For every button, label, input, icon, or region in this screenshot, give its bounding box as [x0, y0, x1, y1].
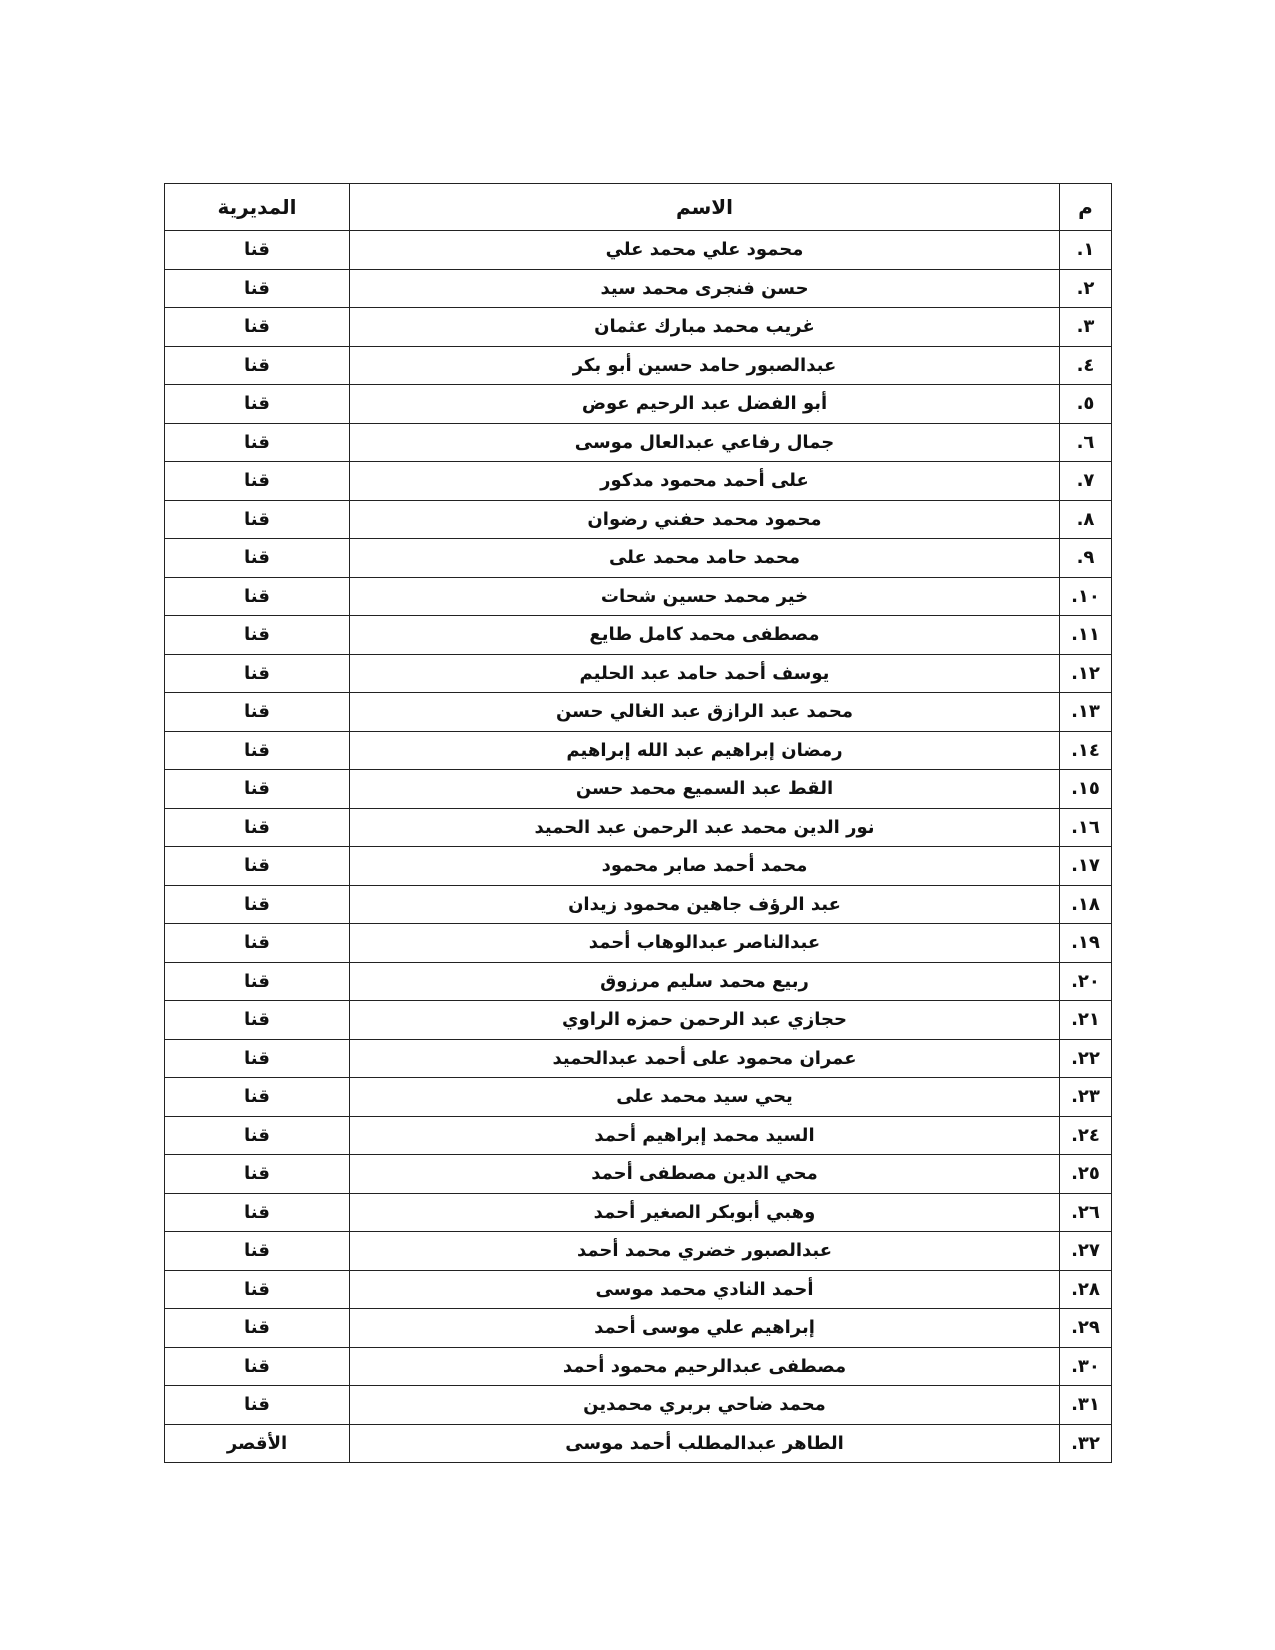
row-directorate: قنا: [165, 269, 350, 308]
row-number: ١٠.: [1060, 577, 1112, 616]
row-directorate: قنا: [165, 885, 350, 924]
table-row: [165, 231, 1112, 270]
row-number: ٩.: [1060, 539, 1112, 578]
row-number: ٢٨.: [1060, 1270, 1112, 1309]
table-row: [165, 731, 1112, 770]
table-row: [165, 500, 1112, 539]
table-row: [165, 1039, 1112, 1078]
row-name: محي الدين مصطفى أحمد: [350, 1155, 1060, 1194]
row-name: مصطفى عبدالرحيم محمود أحمد: [350, 1347, 1060, 1386]
row-name: القط عبد السميع محمد حسن: [350, 770, 1060, 809]
table-row: [165, 269, 1112, 308]
row-number: ٨.: [1060, 500, 1112, 539]
row-directorate: قنا: [165, 1116, 350, 1155]
row-name: محمد عبد الرازق عبد الغالي حسن: [350, 693, 1060, 732]
row-directorate: قنا: [165, 1347, 350, 1386]
table-row: [165, 1309, 1112, 1348]
table-row: [165, 885, 1112, 924]
row-name: عبدالناصر عبدالوهاب أحمد: [350, 924, 1060, 963]
row-name: الطاهر عبدالمطلب أحمد موسى: [350, 1424, 1060, 1463]
row-number: ٢٣.: [1060, 1078, 1112, 1117]
table-row: [165, 539, 1112, 578]
row-name: عبدالصبور حامد حسين أبو بكر: [350, 346, 1060, 385]
table-row: [165, 1386, 1112, 1425]
row-directorate: قنا: [165, 962, 350, 1001]
row-number: ١٥.: [1060, 770, 1112, 809]
row-number: ٧.: [1060, 462, 1112, 501]
row-name: حجازي عبد الرحمن حمزه الراوي: [350, 1001, 1060, 1040]
row-name: جمال رفاعي عبدالعال موسى: [350, 423, 1060, 462]
row-number: ٥.: [1060, 385, 1112, 424]
row-name: أبو الفضل عبد الرحيم عوض: [350, 385, 1060, 424]
table-row: [165, 462, 1112, 501]
table-row: [165, 616, 1112, 655]
row-name: عبد الرؤف جاهين محمود زيدان: [350, 885, 1060, 924]
table-row: [165, 1270, 1112, 1309]
row-number: ١٣.: [1060, 693, 1112, 732]
row-number: ٢٠.: [1060, 962, 1112, 1001]
row-name: عمران محمود على أحمد عبدالحميد: [350, 1039, 1060, 1078]
row-directorate: قنا: [165, 616, 350, 655]
table-row: [165, 1116, 1112, 1155]
row-directorate: قنا: [165, 654, 350, 693]
row-name: عبدالصبور خضري محمد أحمد: [350, 1232, 1060, 1271]
row-name: خير محمد حسين شحات: [350, 577, 1060, 616]
header-directorate: المديرية: [165, 184, 350, 231]
row-name: غريب محمد مبارك عثمان: [350, 308, 1060, 347]
row-name: حسن فنجرى محمد سيد: [350, 269, 1060, 308]
row-directorate: قنا: [165, 500, 350, 539]
row-directorate: قنا: [165, 231, 350, 270]
header-name: الاسم: [350, 184, 1060, 231]
row-number: ٢٥.: [1060, 1155, 1112, 1194]
table-row: [165, 654, 1112, 693]
row-name: محمد ضاحي بربري محمدين: [350, 1386, 1060, 1425]
table-row: [165, 423, 1112, 462]
row-name: على أحمد محمود مدكور: [350, 462, 1060, 501]
row-number: ٢١.: [1060, 1001, 1112, 1040]
row-name: يوسف أحمد حامد عبد الحليم: [350, 654, 1060, 693]
row-number: ٢.: [1060, 269, 1112, 308]
table-row: [165, 1193, 1112, 1232]
table-row: [165, 924, 1112, 963]
table-row: [165, 346, 1112, 385]
row-directorate: قنا: [165, 1155, 350, 1194]
row-number: ٣.: [1060, 308, 1112, 347]
row-directorate: قنا: [165, 1386, 350, 1425]
table-row: [165, 1155, 1112, 1194]
row-directorate: قنا: [165, 731, 350, 770]
header-row: [165, 184, 1112, 231]
row-number: ١١.: [1060, 616, 1112, 655]
row-directorate: الأقصر: [165, 1424, 350, 1463]
row-directorate: قنا: [165, 1039, 350, 1078]
row-name: مصطفى محمد كامل طايع: [350, 616, 1060, 655]
row-name: محمود علي محمد علي: [350, 231, 1060, 270]
table-row: [165, 1347, 1112, 1386]
row-name: محمد أحمد صابر محمود: [350, 847, 1060, 886]
row-name: يحي سيد محمد على: [350, 1078, 1060, 1117]
row-directorate: قنا: [165, 577, 350, 616]
row-number: ٢٤.: [1060, 1116, 1112, 1155]
table-row: [165, 770, 1112, 809]
row-directorate: قنا: [165, 1309, 350, 1348]
table-header: [165, 184, 1112, 231]
row-name: رمضان إبراهيم عبد الله إبراهيم: [350, 731, 1060, 770]
row-number: ٦.: [1060, 423, 1112, 462]
row-number: ٢٧.: [1060, 1232, 1112, 1271]
table-row: [165, 308, 1112, 347]
row-directorate: قنا: [165, 847, 350, 886]
row-number: ١٧.: [1060, 847, 1112, 886]
table-row: [165, 808, 1112, 847]
row-number: ١٦.: [1060, 808, 1112, 847]
row-directorate: قنا: [165, 385, 350, 424]
header-number: م: [1060, 184, 1112, 231]
row-name: محمود محمد حفني رضوان: [350, 500, 1060, 539]
table-row: [165, 693, 1112, 732]
row-name: ربيع محمد سليم مرزوق: [350, 962, 1060, 1001]
names-table: [164, 183, 1112, 1463]
row-directorate: قنا: [165, 808, 350, 847]
row-directorate: قنا: [165, 539, 350, 578]
row-directorate: قنا: [165, 308, 350, 347]
row-number: ٢٦.: [1060, 1193, 1112, 1232]
table-row: [165, 577, 1112, 616]
table-row: [165, 1424, 1112, 1463]
row-directorate: قنا: [165, 346, 350, 385]
row-directorate: قنا: [165, 770, 350, 809]
row-number: ٤.: [1060, 346, 1112, 385]
row-directorate: قنا: [165, 1078, 350, 1117]
row-directorate: قنا: [165, 462, 350, 501]
row-number: ٢٩.: [1060, 1309, 1112, 1348]
row-directorate: قنا: [165, 1232, 350, 1271]
row-name: نور الدين محمد عبد الرحمن عبد الحميد: [350, 808, 1060, 847]
row-number: ٣٠.: [1060, 1347, 1112, 1386]
row-number: ١٤.: [1060, 731, 1112, 770]
row-number: ١.: [1060, 231, 1112, 270]
table-body: [165, 231, 1112, 1463]
table-row: [165, 847, 1112, 886]
row-number: ١٩.: [1060, 924, 1112, 963]
row-name: أحمد النادي محمد موسى: [350, 1270, 1060, 1309]
row-directorate: قنا: [165, 1193, 350, 1232]
row-name: محمد حامد محمد على: [350, 539, 1060, 578]
table-row: [165, 385, 1112, 424]
row-number: ٣٢.: [1060, 1424, 1112, 1463]
row-name: إبراهيم علي موسى أحمد: [350, 1309, 1060, 1348]
row-directorate: قنا: [165, 1001, 350, 1040]
table-row: [165, 1078, 1112, 1117]
row-directorate: قنا: [165, 1270, 350, 1309]
row-number: ٣١.: [1060, 1386, 1112, 1425]
table-row: [165, 1001, 1112, 1040]
row-directorate: قنا: [165, 924, 350, 963]
row-number: ١٢.: [1060, 654, 1112, 693]
row-number: ١٨.: [1060, 885, 1112, 924]
row-name: وهبي أبوبكر الصغير أحمد: [350, 1193, 1060, 1232]
row-directorate: قنا: [165, 423, 350, 462]
row-number: ٢٢.: [1060, 1039, 1112, 1078]
table-row: [165, 1232, 1112, 1271]
row-directorate: قنا: [165, 693, 350, 732]
row-name: السيد محمد إبراهيم أحمد: [350, 1116, 1060, 1155]
table-row: [165, 962, 1112, 1001]
